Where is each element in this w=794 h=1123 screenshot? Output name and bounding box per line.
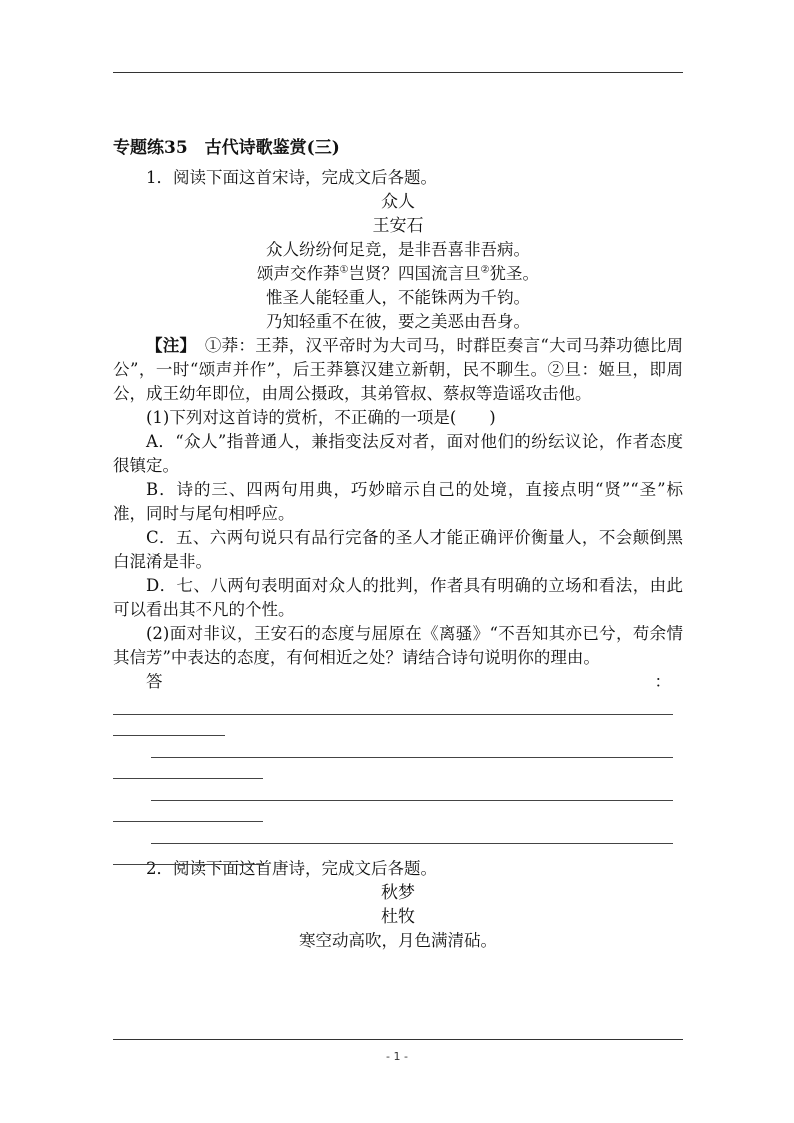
poem-line-2-part-c: 犹圣。: [489, 264, 539, 283]
question-1-prompt: 1．阅读下面这首宋诗，完成文后各题。: [146, 168, 437, 187]
header-rule: [113, 72, 683, 73]
answer-label: 答: [146, 672, 163, 691]
option-d: D．七、八两句表明面对众人的批判，作者具有明确的立场和看法，由此可以看出其不凡的个性。: [113, 576, 683, 619]
footer-rule: [113, 1039, 683, 1040]
option-a: A．“众人”指普通人，兼指变法反对者，面对他们的纷纭议论，作者态度很镇定。: [113, 432, 683, 475]
answer-line-2[interactable]: [113, 737, 683, 780]
sub-question-2: (2)面对非议，王安石的态度与屈原在《离骚》“不吾知其亦已兮，苟余情其信芳”中表达的态度，有何相近之处？请结合诗句说明你的理由。: [113, 624, 683, 667]
answer-underline: [151, 800, 673, 801]
answer-line-4[interactable]: [113, 823, 683, 857]
answer-underline-tail: [113, 735, 225, 736]
answer-colon: ：: [654, 672, 671, 691]
poem-author: 王安石: [372, 216, 424, 236]
answer-underline: [113, 714, 673, 715]
page-number: - 1 -: [386, 1050, 408, 1063]
answer-underline-tail: [113, 778, 263, 779]
answer-line-3[interactable]: [113, 780, 683, 823]
question-2-prompt: 2．阅读下面这首唐诗，完成文后各题。: [146, 859, 437, 878]
answer-line-1[interactable]: [113, 694, 683, 737]
footnote-mark-2: ②: [480, 264, 490, 276]
answer-underline-tail: [113, 821, 263, 822]
option-b: B．诗的三、四两句用典，巧妙暗示自己的处境，直接点明“贤”“圣”标准，同时与尾句相呼应。: [113, 480, 683, 523]
poem-2-line-1: 寒空动高吹，月色满清砧。: [299, 931, 497, 950]
poem-line-2: [113, 262, 683, 286]
document-body: [113, 136, 683, 953]
poem-line-3: 惟圣人能轻重人，不能铢两为千钧。: [266, 288, 530, 307]
answer-underline: [151, 843, 673, 844]
note-text: ①莽：王莽，汉平帝时为大司马，时群臣奏言“大司马莽功德比周公”，一时“颂声并作”，后王莽篡汉建立新朝，民不聊生。②旦：姬旦，即周公，成王幼年即位，由周公摄政，其弟管叔、蔡叔等造谣攻击他。: [113, 336, 683, 403]
poem-note: [113, 334, 683, 406]
poem-line-2-part-b: 岂贤？四国流言旦: [348, 264, 481, 283]
note-label: 【注】: [146, 336, 189, 355]
answer-underline-tail: [113, 864, 263, 865]
answer-row: [113, 670, 683, 694]
poem-2-title: 秋梦: [381, 883, 415, 903]
sub-question-1: (1)下列对这首诗的赏析，不正确的一项是( ): [146, 408, 496, 427]
footnote-mark-1: ①: [339, 264, 349, 276]
poem-title: 众人: [381, 192, 415, 212]
poem-line-2-part-a: 颂声交作莽: [257, 264, 340, 283]
answer-underline: [151, 757, 673, 758]
poem-line-4: 乃知轻重不在彼，要之美恶由吾身。: [266, 312, 530, 331]
poem-2-author: 杜牧: [381, 907, 415, 927]
section-title: 专题练35 古代诗歌鉴赏(三): [113, 138, 340, 158]
option-c: C．五、六两句说只有品行完备的圣人才能正确评价衡量人，不会颠倒黑白混淆是非。: [113, 528, 683, 571]
poem-line-1: 众人纷纷何足竞，是非吾喜非吾病。: [266, 240, 530, 259]
